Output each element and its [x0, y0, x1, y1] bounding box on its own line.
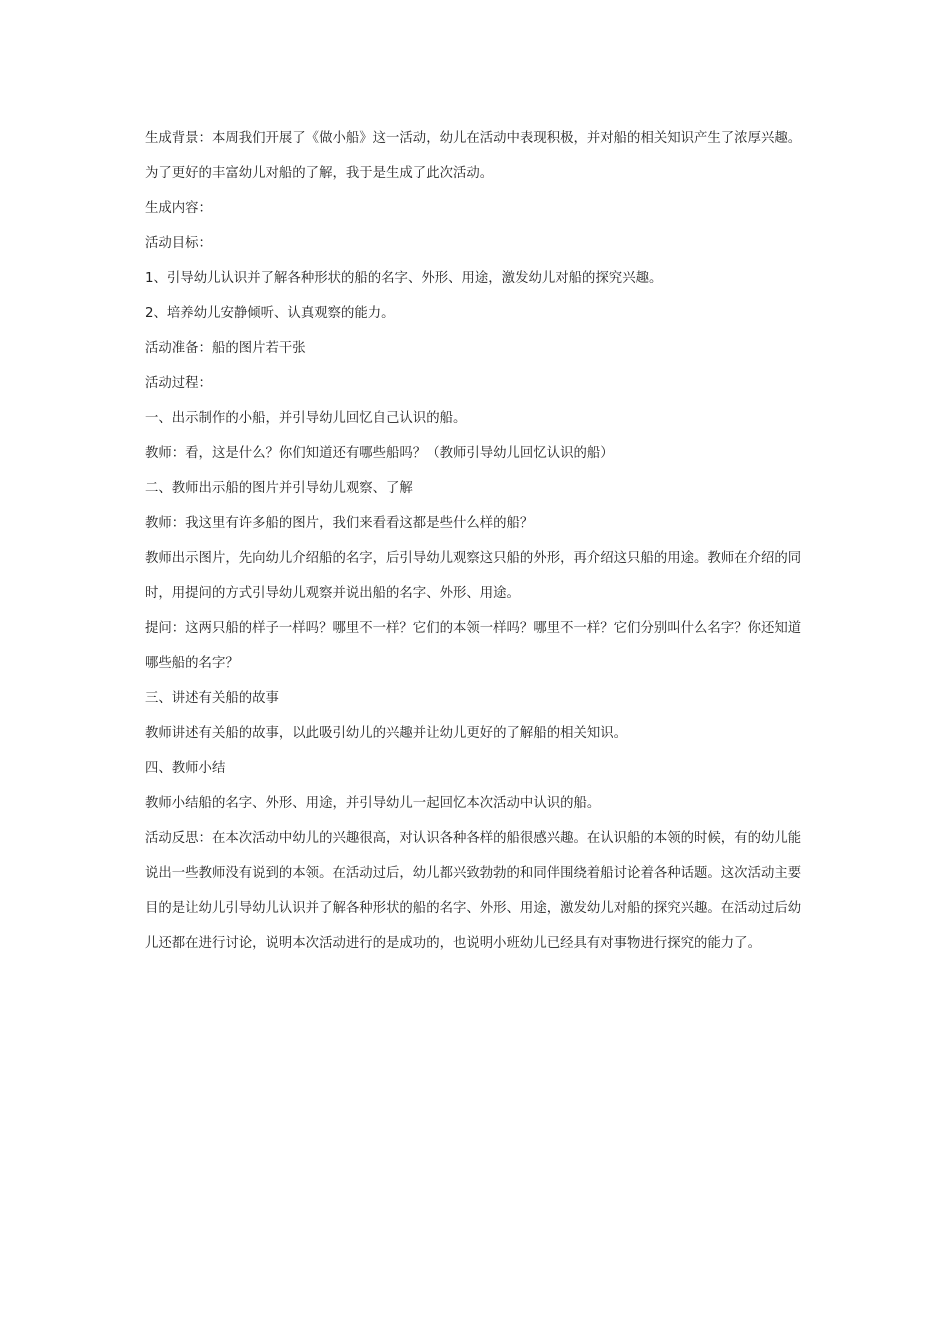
paragraph-step-1: 一、出示制作的小船，并引导幼儿回忆自己认识的船。 [145, 411, 467, 426]
paragraph-teacher-question-2: 教师：我这里有许多船的图片，我们来看看这都是些什么样的船？ [145, 516, 534, 531]
paragraph-teacher-presentation: 教师出示图片，先向幼儿介绍船的名字，后引导幼儿观察这只船的外形，再介绍这只船的用途。教师在介绍的同时，用提问的方式引导幼儿观察并说出船的名字、外形、用途。 [145, 551, 802, 601]
paragraph-preparation: 活动准备：船的图片若干张 [145, 341, 306, 356]
paragraph-step-3: 三、讲述有关船的故事 [145, 691, 279, 706]
paragraph-teacher-question-1: 教师：看，这是什么？你们知道还有哪些船吗？（教师引导幼儿回忆认识的船） [145, 446, 614, 461]
paragraph-content-heading: 生成内容： [145, 201, 212, 216]
paragraph-goal-1: 1、引导幼儿认识并了解各种形状的船的名字、外形、用途，激发幼儿对船的探究兴趣。 [145, 271, 663, 286]
document-page [145, 121, 810, 961]
paragraph-step-2: 二、教师出示船的图片并引导幼儿观察、了解 [145, 481, 413, 496]
paragraph-goal-2: 2、培养幼儿安静倾听、认真观察的能力。 [145, 306, 395, 321]
paragraph-goals-heading: 活动目标： [145, 236, 212, 251]
paragraph-background: 生成背景：本周我们开展了《做小船》这一活动，幼儿在活动中表现积极，并对船的相关知识产生了浓厚兴趣。为了更好的丰富幼儿对船的了解，我于是生成了此次活动。 [145, 131, 802, 181]
paragraph-process-heading: 活动过程： [145, 376, 212, 391]
paragraph-questions: 提问：这两只船的样子一样吗？哪里不一样？它们的本领一样吗？哪里不一样？它们分别叫什么名字？你还知道哪些船的名字？ [145, 621, 802, 671]
paragraph-step-4: 四、教师小结 [145, 761, 226, 776]
paragraph-reflection: 活动反思：在本次活动中幼儿的兴趣很高，对认识各种各样的船很感兴趣。在认识船的本领的时候，有的幼儿能说出一些教师没有说到的本领。在活动过后，幼儿都兴致勃勃的和同伴围绕着船讨论着各种话题。这次活动主要目的是让幼儿引导幼儿认识并了解各种形状的船的名字、外形、用途，激发幼儿对船的探究兴趣。在活动过后幼儿还都在进行讨论，说明本次活动进行的是成功的，也说明小班幼儿已经具有对事物进行探究的能力了。 [145, 831, 802, 951]
paragraph-story: 教师讲述有关船的故事，以此吸引幼儿的兴趣并让幼儿更好的了解船的相关知识。 [145, 726, 628, 741]
paragraph-summary: 教师小结船的名字、外形、用途，并引导幼儿一起回忆本次活动中认识的船。 [145, 796, 601, 811]
